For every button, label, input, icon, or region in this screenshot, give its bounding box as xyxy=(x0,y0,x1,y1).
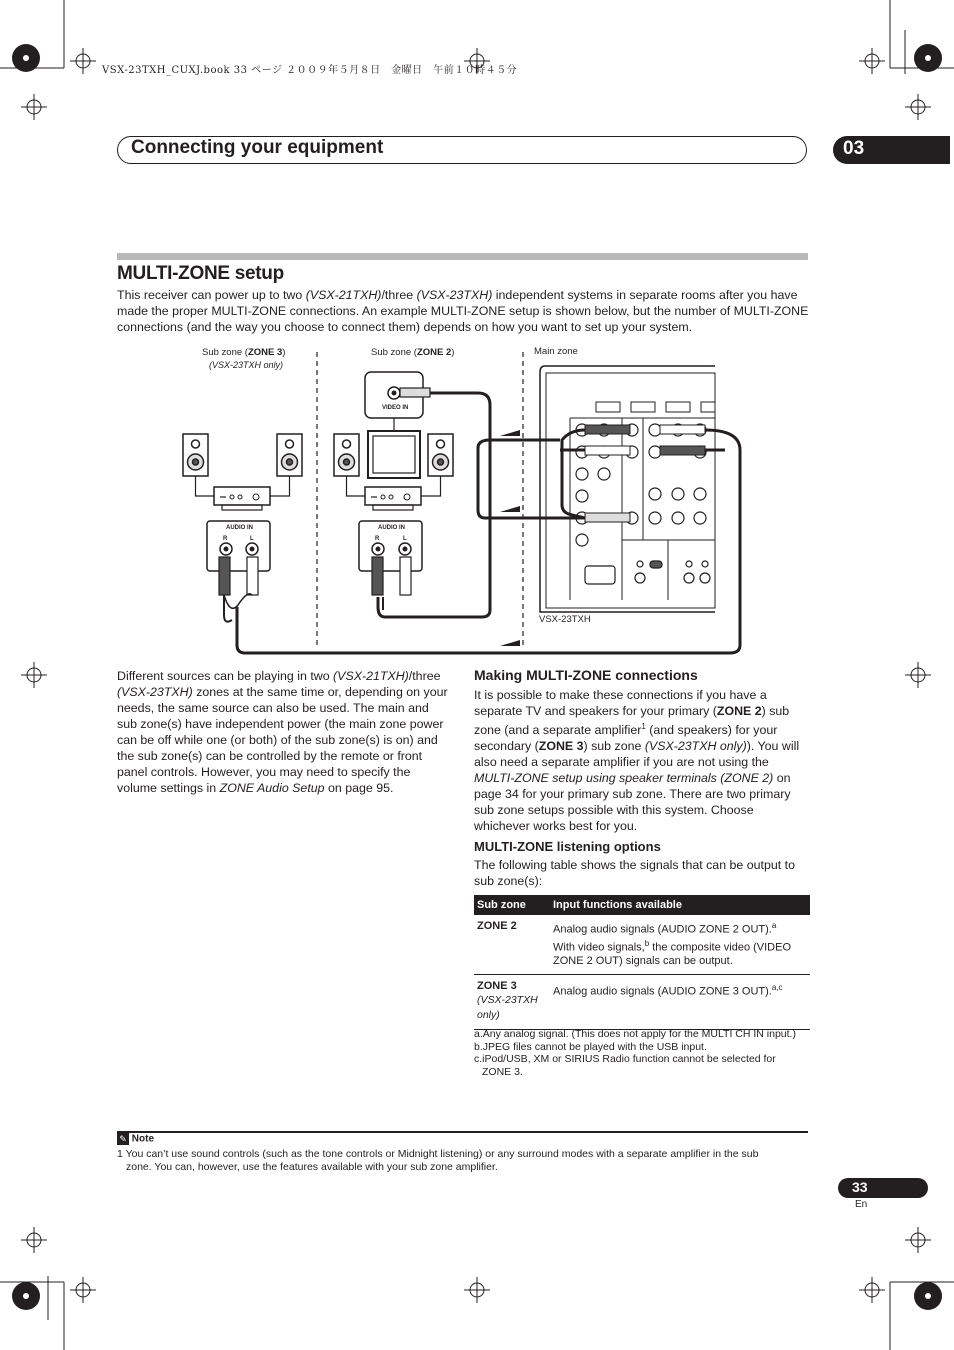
function-text: Analog audio signals (AUDIO ZONE 3 OUT). xyxy=(553,985,772,998)
body-text: (and speakers) for your secondary ( xyxy=(474,723,778,754)
table-row xyxy=(474,915,810,975)
label-text: ) xyxy=(451,347,455,358)
body-text: It is possible to make these connections if you have a separate TV and speakers for your primary ( xyxy=(474,688,767,718)
listening-options-intro: The following table shows the signals that can be output to sub zone(s): xyxy=(474,858,795,888)
function-text: Analog audio signals (AUDIO ZONE 2 OUT). xyxy=(553,923,772,936)
note-line: 1 You can’t use sound controls (such as the tone controls or Midnight listening) or any surround modes with a separate amplifier in the sub xyxy=(117,1148,759,1160)
note-label: Note xyxy=(131,1133,155,1145)
table-cell-zone xyxy=(474,975,550,1030)
footnote-ref: 1 xyxy=(641,722,646,731)
receiver-model-label: VSX-23TXH xyxy=(539,614,591,625)
video-in-label: VIDEO IN xyxy=(382,405,409,411)
zone3-speaker-left xyxy=(183,434,208,476)
chapter-tab xyxy=(833,136,950,164)
table-row xyxy=(474,975,810,1030)
zone3-label xyxy=(202,347,285,358)
table-footnote: ZONE 3. xyxy=(482,1065,523,1078)
print-info-line: VSX-23TXH_CUXJ.book 33 ページ ２００９年５月８日 金曜日 午前１０時４５分 xyxy=(102,65,518,76)
listening-options-title: MULTI-ZONE listening options xyxy=(474,839,661,854)
footnote-ref: a,c xyxy=(771,983,783,993)
note-header xyxy=(117,1133,154,1145)
zone-name: ZONE 2 xyxy=(477,920,517,932)
zone2-label xyxy=(371,347,454,358)
zone3-l-label: L xyxy=(250,536,254,542)
function-text: With video signals, xyxy=(553,941,645,954)
note-divider xyxy=(117,1131,808,1133)
table-footnote: b.JPEG files cannot be played with the USB input. xyxy=(474,1040,707,1053)
intro-paragraph xyxy=(117,287,809,335)
label-text: Sub zone ( xyxy=(371,347,417,358)
intro-model-a: (VSX-21TXH) xyxy=(305,288,382,302)
intro-text: /three xyxy=(381,288,417,302)
zone-ref: ZONE 2 xyxy=(716,704,762,718)
making-connections-title: Making MULTI-ZONE connections xyxy=(474,667,698,683)
language-code: En xyxy=(855,1199,868,1210)
model-ref: (VSX-21TXH) xyxy=(333,669,409,683)
body-text: ) sub zone xyxy=(583,739,645,754)
model-ref: (VSX-23TXH only) xyxy=(644,739,747,754)
intro-model-b: (VSX-23TXH) xyxy=(416,288,493,302)
main-zone-label: Main zone xyxy=(534,346,578,357)
left-column-paragraph xyxy=(117,668,452,796)
intro-text: This receiver can power up to two xyxy=(117,288,306,302)
chapter-number: 03 xyxy=(843,138,865,159)
label-text: ) xyxy=(282,347,286,358)
body-text: zones at the same time or, depending on your needs, the same source can also be used. The main and sub zone(s) have independent power (the main zone power can be off while one (or both) of the sub zone(s) is on) and the sub zone(s) can be controlled by the remote or front panel controls. However, you may need to specify the volume settings in xyxy=(117,685,448,795)
zone2-l-label: L xyxy=(403,536,407,542)
section-title: MULTI-ZONE setup xyxy=(117,263,284,284)
zone-model-note: (VSX-23TXH only) xyxy=(477,994,538,1022)
table-header-sub-zone: Sub zone xyxy=(474,895,550,915)
table-cell-functions xyxy=(550,975,810,1030)
table-cell-functions xyxy=(550,915,810,975)
note-text xyxy=(117,1148,807,1174)
body-text: ). You will also need a separate amplifier if you are not using the xyxy=(474,739,800,770)
section-ref: MULTI-ZONE setup using speaker terminals (ZONE 2) xyxy=(474,771,774,786)
body-text: /three xyxy=(408,669,441,683)
setting-ref: ZONE Audio Setup xyxy=(219,781,325,795)
table-footnote: c.iPod/USB, XM or SIRIUS Radio function cannot be selected for xyxy=(474,1053,776,1065)
table-cell-zone xyxy=(474,915,550,975)
body-text: on page 95. xyxy=(324,781,394,795)
zone3-audio-in-label: AUDIO IN xyxy=(226,525,253,531)
zone2-r-label: R xyxy=(375,536,380,542)
label-zone: ZONE 2 xyxy=(416,347,452,358)
table-footnote: a.Any analog signal. (This does not apply for the MULTI CH IN input.) xyxy=(474,1028,796,1040)
body-text: Different sources can be playing in two xyxy=(117,669,334,683)
table-header-input-functions: Input functions available xyxy=(550,895,810,915)
body-text: ) sub zone (and a separate amplifier xyxy=(474,704,790,738)
zone3-speaker-right xyxy=(277,434,302,476)
note-line: zone. You can, however, use the features available with your sub zone amplifier. xyxy=(126,1161,498,1173)
model-ref: (VSX-23TXH) xyxy=(117,685,193,699)
function-text: the composite video (VIDEO ZONE 2 OUT) signals can be output. xyxy=(553,941,792,968)
label-zone: ZONE 3 xyxy=(247,347,283,358)
zone3-r-label: R xyxy=(223,536,228,542)
label-text: Sub zone ( xyxy=(202,347,248,358)
body-text: on page 34 for your primary sub zone. There are two primary sub zone setups possible with this system. Choose whichever works best for you. xyxy=(474,771,791,834)
footnote-ref: a xyxy=(771,921,777,930)
page-number: 33 xyxy=(852,1179,868,1195)
making-connections-paragraph xyxy=(474,687,810,834)
chapter-title: Connecting your equipment xyxy=(131,137,384,158)
footnote-ref: b xyxy=(644,938,650,948)
intro-text: independent systems in separate rooms after you have made the proper MULTI-ZONE connections. An example MULTI-ZONE setup is shown below, but the number of MULTI-ZONE connections (and the way you choose to connect them) depends on how you want to set up your system. xyxy=(117,288,809,334)
note-icon: ✎ xyxy=(117,1133,129,1145)
zone3-model-note: (VSX-23TXH only) xyxy=(209,360,284,370)
table-footnotes xyxy=(474,1028,814,1078)
zone-ref: ZONE 3 xyxy=(538,739,584,754)
zone-name: ZONE 3 xyxy=(477,980,517,993)
page-number-tab xyxy=(838,1178,928,1198)
zone2-audio-in-label: AUDIO IN xyxy=(378,525,405,531)
section-divider xyxy=(117,253,808,260)
zone2-tv xyxy=(368,431,420,478)
sub-zone-table xyxy=(474,895,810,1030)
multi-zone-diagram xyxy=(0,340,954,660)
